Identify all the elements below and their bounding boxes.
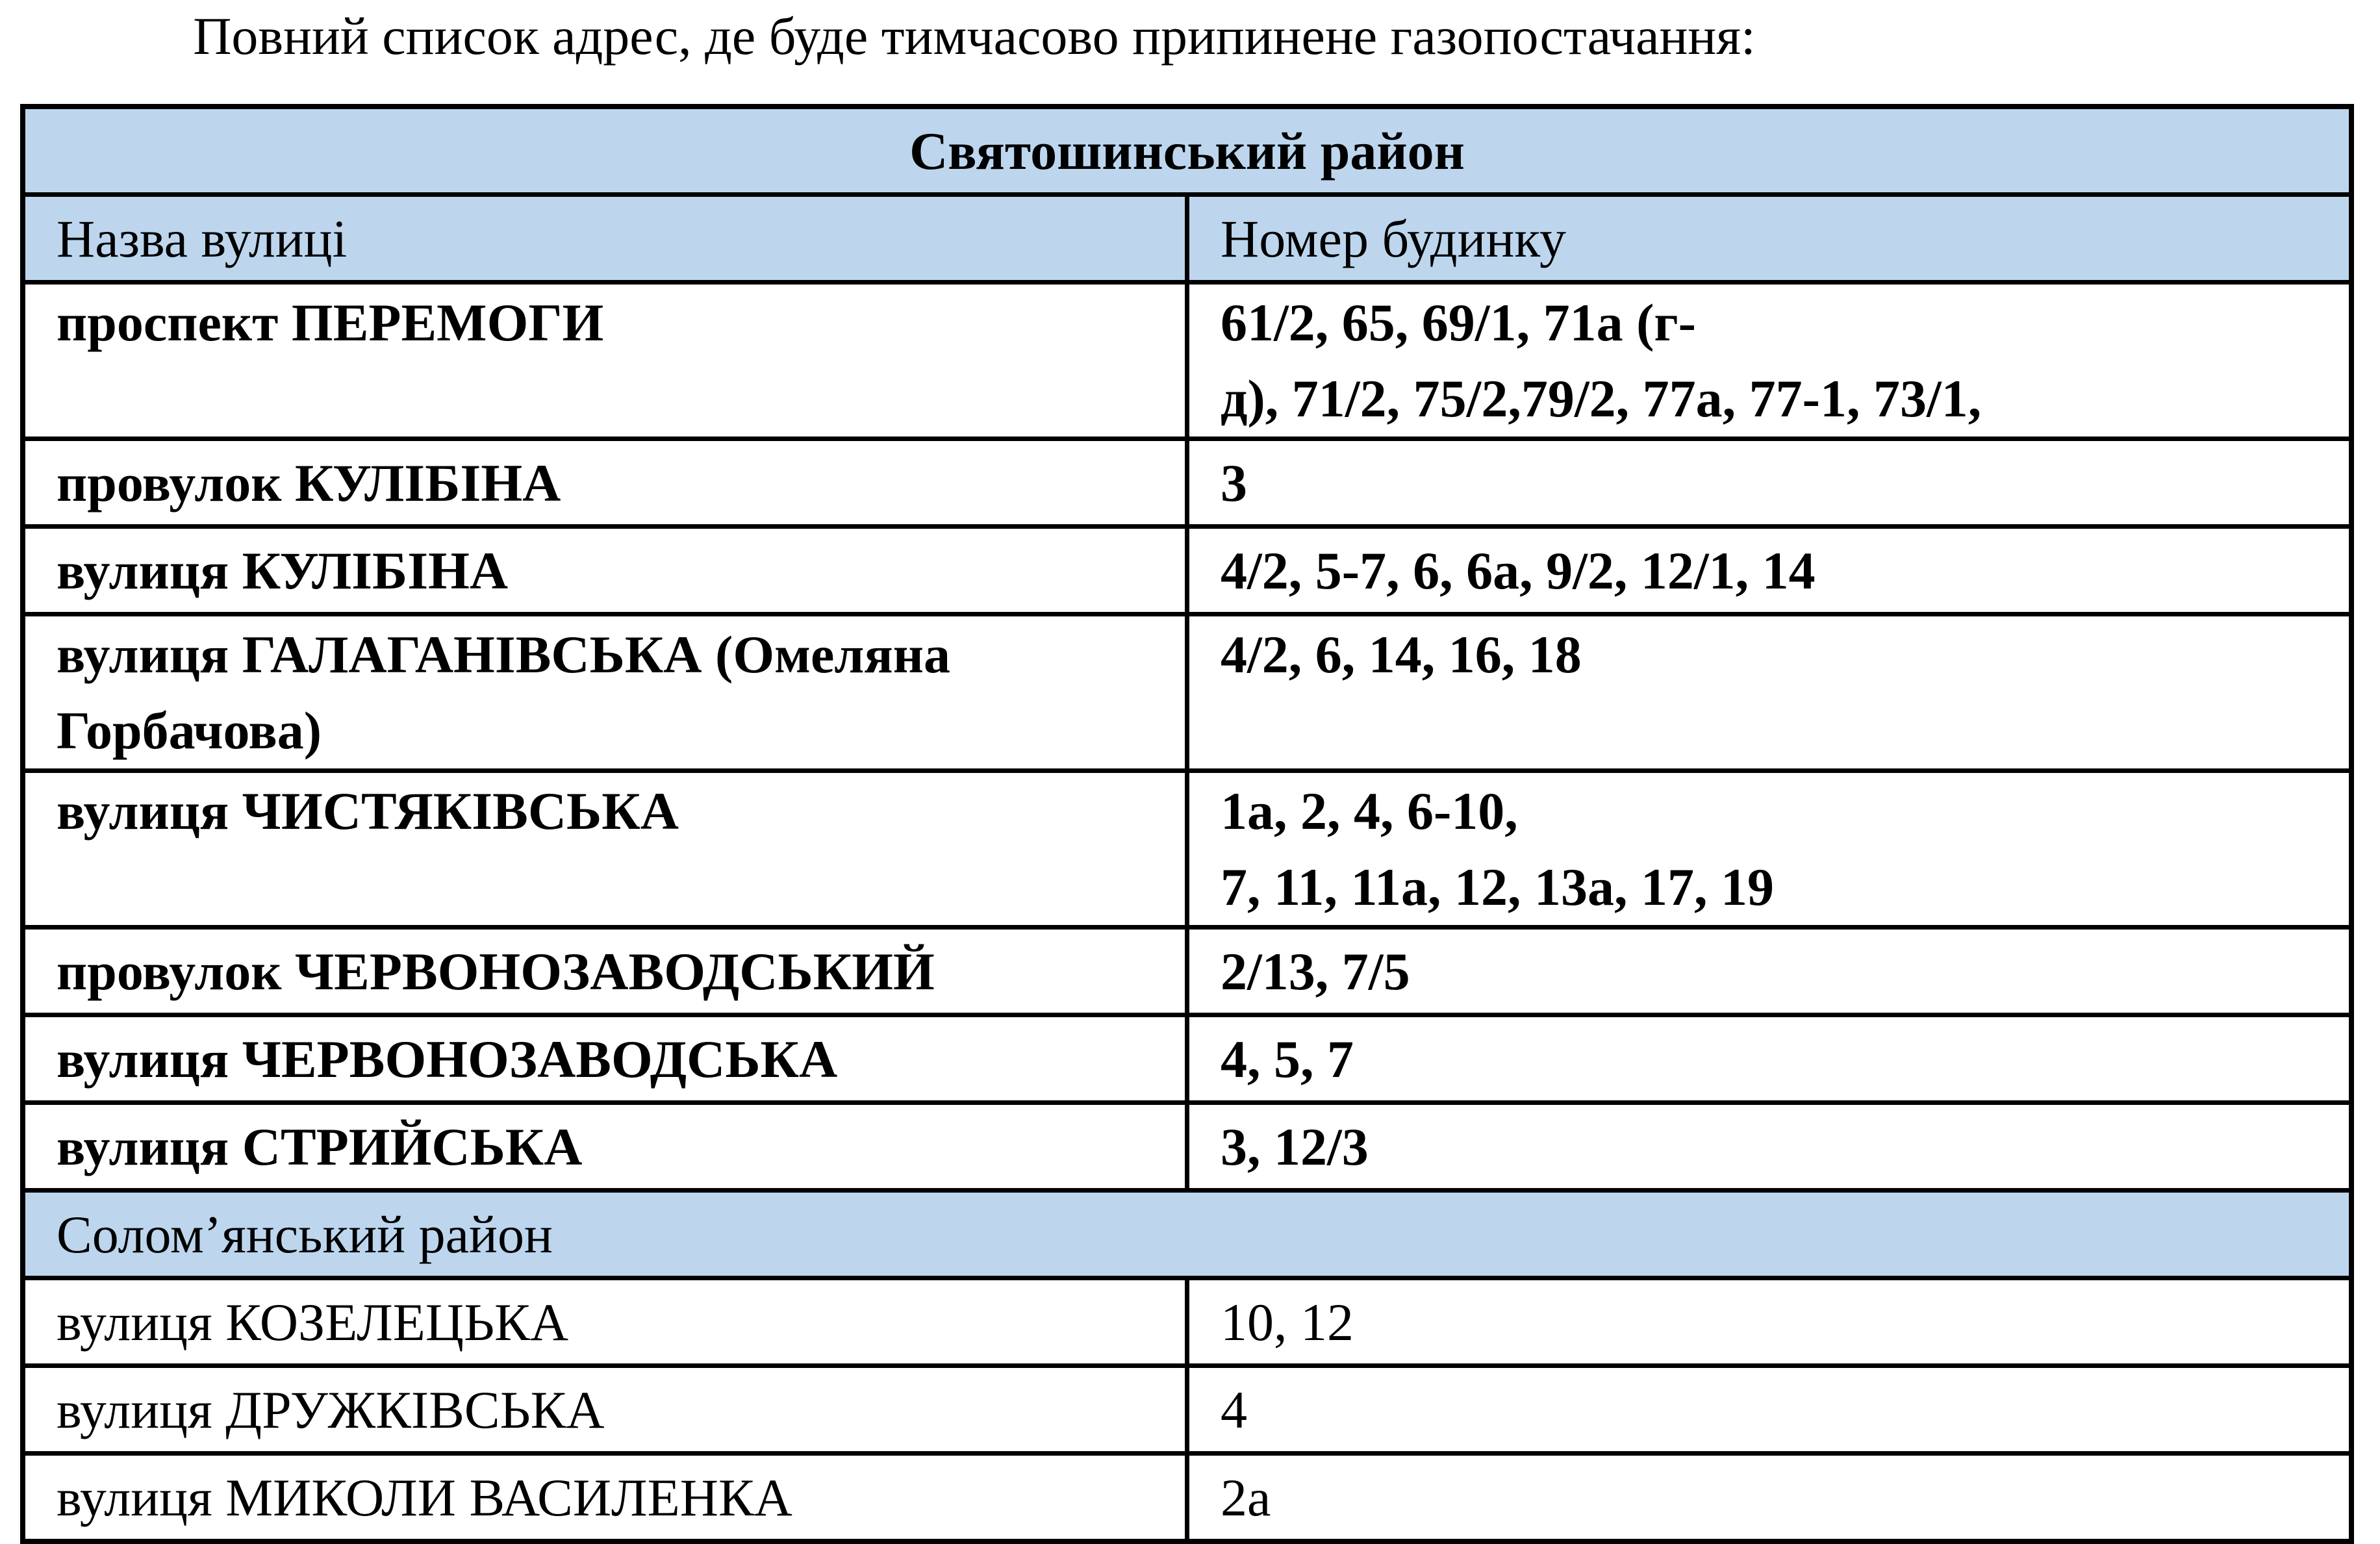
street-name — [23, 771, 1187, 928]
page-title: Повний список адрес, де буде тимчасово припинене газопостачання: — [193, 6, 1756, 66]
house-numbers: 3, 12/3 — [1187, 1103, 2352, 1191]
house-numbers-line: д), 71/2, 75/2,79/2, 77а, 77-1, 73/1, — [1221, 369, 1982, 428]
street-name-text: вулиця ЧИСТЯКІВСЬКА — [57, 781, 679, 841]
table-row — [23, 1103, 2351, 1191]
house-numbers-line: 7, 11, 11а, 12, 13а, 17, 19 — [1221, 857, 1774, 917]
street-name: вулиця КОЗЕЛЕЦЬКА — [23, 1278, 1187, 1366]
street-name — [23, 614, 1187, 771]
district-name: Святошинський район — [23, 107, 2351, 195]
house-numbers-line: 61/2, 65, 69/1, 71а (г- — [1221, 293, 1696, 352]
table-row — [23, 928, 2351, 1015]
column-header-street: Назва вулиці — [23, 195, 1187, 283]
street-name-line: вулиця ГАЛАГАНІВСЬКА (Омеляна — [57, 625, 950, 684]
table-row — [23, 771, 2351, 928]
street-name: вулиця СТРИЙСЬКА — [23, 1103, 1187, 1191]
column-header-house: Номер будинку — [1187, 195, 2352, 283]
house-numbers-line: 4/2, 6, 14, 16, 18 — [1221, 625, 1582, 684]
table-row — [23, 439, 2351, 527]
street-name: провулок ЧЕРВОНОЗАВОДСЬКИЙ — [23, 928, 1187, 1015]
table-row — [23, 1278, 2351, 1366]
table-row — [23, 1454, 2351, 1542]
street-name: вулиця КУЛІБІНА — [23, 527, 1187, 614]
house-numbers — [1187, 771, 2352, 928]
district-row-sviatoshynskyi — [23, 107, 2351, 195]
street-name: вулиця МИКОЛИ ВАСИЛЕНКА — [23, 1454, 1187, 1542]
house-numbers: 4, 5, 7 — [1187, 1015, 2352, 1103]
house-numbers: 2/13, 7/5 — [1187, 928, 2352, 1015]
street-name — [23, 283, 1187, 439]
street-name: провулок КУЛІБІНА — [23, 439, 1187, 527]
street-name: вулиця ЧЕРВОНОЗАВОДСЬКА — [23, 1015, 1187, 1103]
table-row — [23, 527, 2351, 614]
house-numbers: 4/2, 5-7, 6, 6а, 9/2, 12/1, 14 — [1187, 527, 2352, 614]
address-table — [20, 104, 2354, 1544]
house-numbers: 4 — [1187, 1366, 2352, 1454]
house-numbers: 10, 12 — [1187, 1278, 2352, 1366]
house-numbers: 3 — [1187, 439, 2352, 527]
house-numbers: 2а — [1187, 1454, 2352, 1542]
table-row — [23, 1015, 2351, 1103]
table-row — [23, 614, 2351, 771]
district-name: Солом’янський район — [23, 1191, 2351, 1278]
street-name-line: Горбачова) — [57, 701, 322, 760]
house-numbers — [1187, 283, 2352, 439]
street-name-text: проспект ПЕРЕМОГИ — [57, 293, 604, 352]
table-row — [23, 1366, 2351, 1454]
table-header-row — [23, 195, 2351, 283]
street-name: вулиця ДРУЖКІВСЬКА — [23, 1366, 1187, 1454]
house-numbers — [1187, 614, 2352, 771]
table-row — [23, 283, 2351, 439]
house-numbers-line: 1а, 2, 4, 6-10, — [1221, 781, 1518, 841]
district-row-solomianskyi — [23, 1191, 2351, 1278]
